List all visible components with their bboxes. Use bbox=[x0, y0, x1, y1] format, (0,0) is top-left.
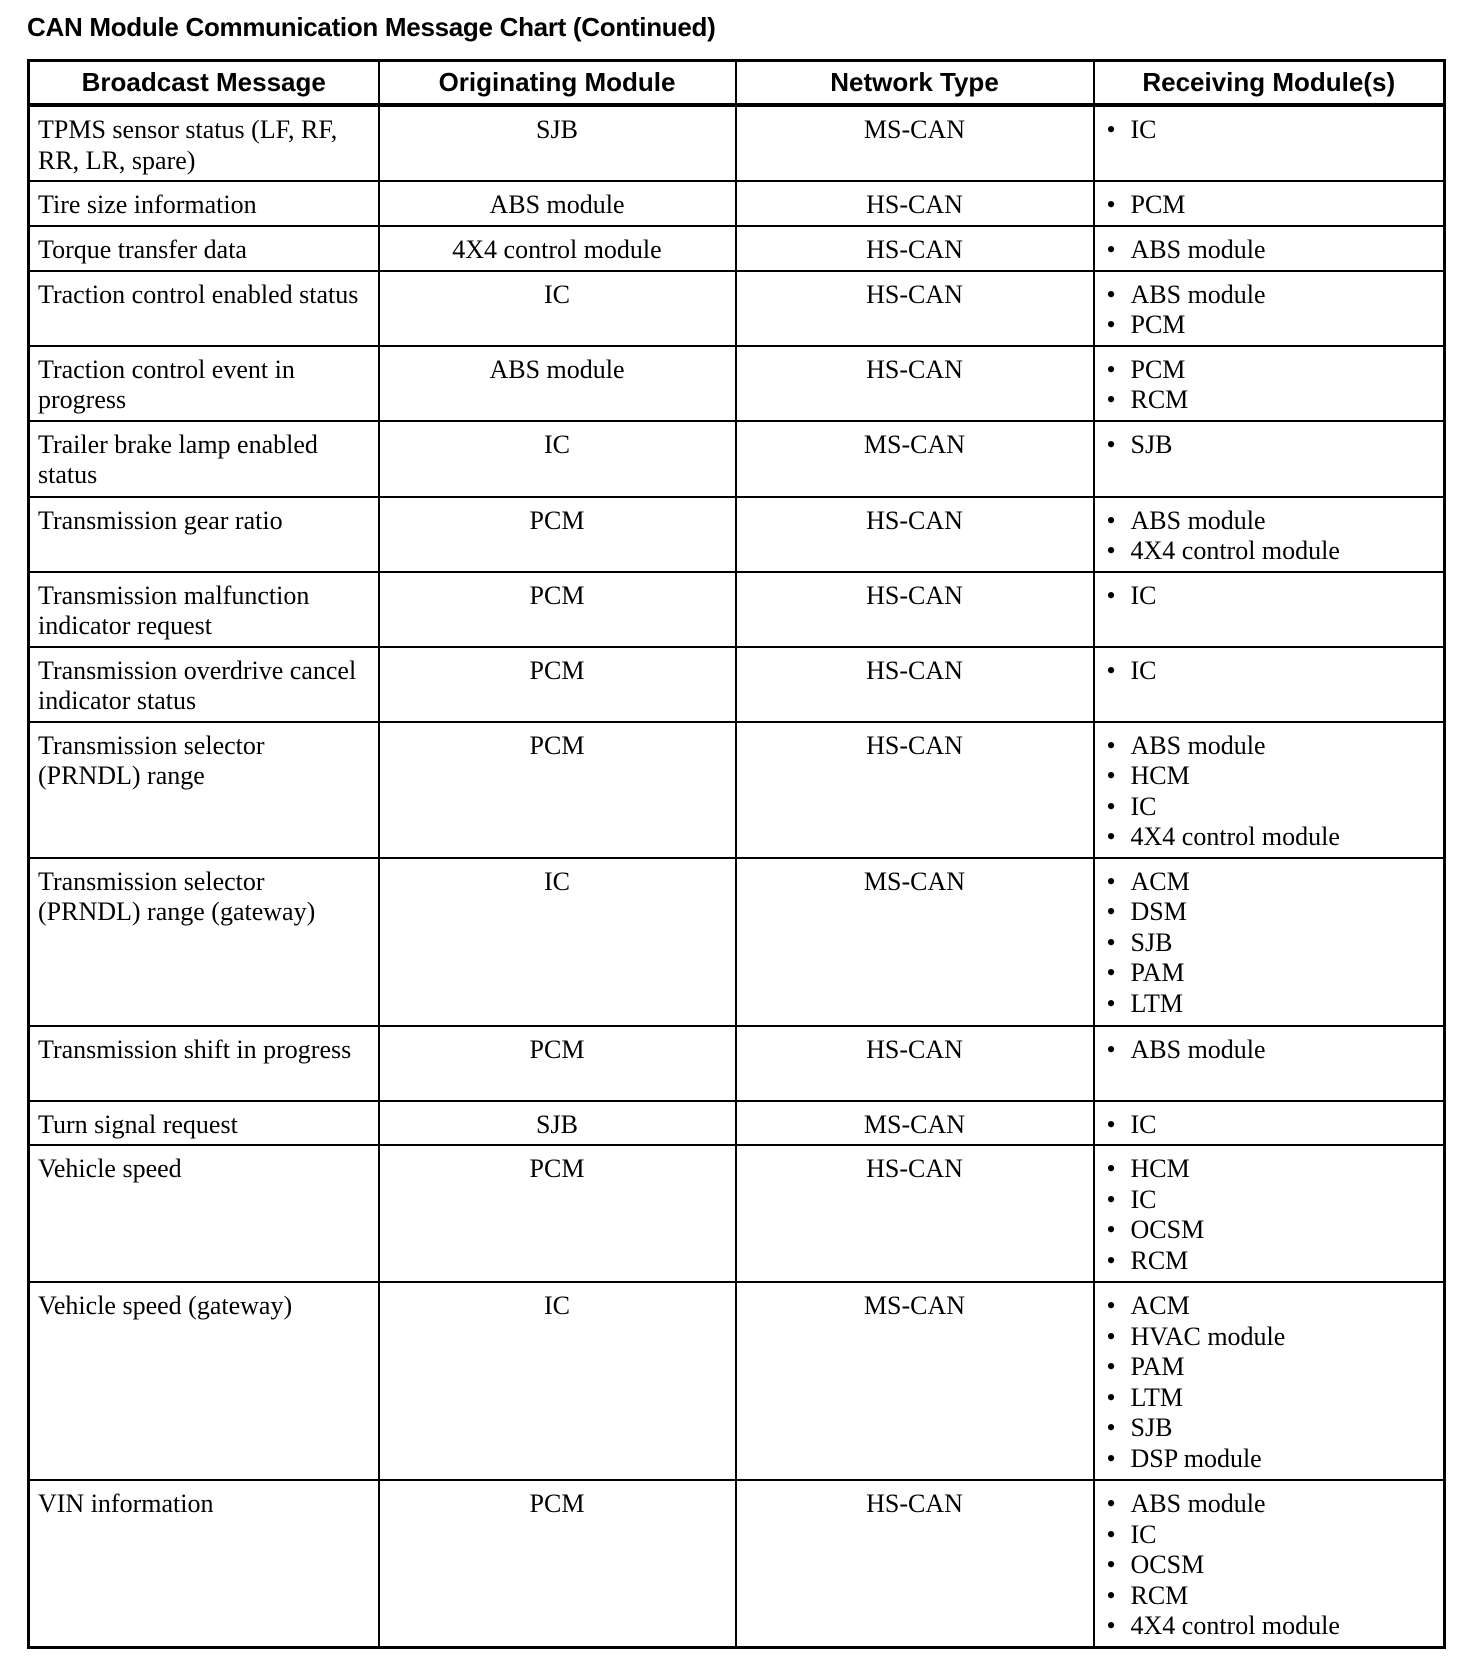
originating-module-cell: PCM bbox=[379, 1480, 736, 1647]
table-row bbox=[29, 497, 1445, 572]
header-broadcast-message: Broadcast Message bbox=[29, 61, 379, 106]
receiving-modules-cell bbox=[1094, 858, 1445, 1026]
receiving-module-item bbox=[1103, 792, 1436, 823]
receiving-module-label: PCM bbox=[1130, 190, 1186, 219]
network-type-cell: HS-CAN bbox=[736, 497, 1094, 572]
originating-module-cell: PCM bbox=[379, 1026, 736, 1101]
receiving-modules-list bbox=[1103, 430, 1436, 461]
network-type-cell: HS-CAN bbox=[736, 572, 1094, 647]
broadcast-message-cell: Trailer brake lamp enabled status bbox=[29, 421, 379, 497]
receiving-module-item bbox=[1103, 656, 1436, 687]
receiving-module-label: SJB bbox=[1130, 429, 1173, 459]
receiving-module-item bbox=[1103, 115, 1436, 146]
receiving-modules-list bbox=[1103, 1489, 1436, 1642]
receiving-modules-list bbox=[1103, 1035, 1436, 1066]
table-row bbox=[29, 1282, 1445, 1480]
receiving-module-item bbox=[1103, 1413, 1436, 1444]
originating-module-cell: ABS module bbox=[379, 181, 736, 226]
receiving-module-label: RCM bbox=[1130, 1580, 1189, 1610]
originating-module-cell: PCM bbox=[379, 497, 736, 572]
receiving-modules-list bbox=[1103, 1291, 1436, 1474]
receiving-module-item bbox=[1103, 1110, 1436, 1141]
broadcast-message-cell: Turn signal request bbox=[29, 1101, 379, 1146]
receiving-module-item bbox=[1103, 1035, 1436, 1066]
receiving-modules-cell bbox=[1094, 1145, 1445, 1282]
network-type-cell: HS-CAN bbox=[736, 1480, 1094, 1647]
receiving-modules-cell bbox=[1094, 1282, 1445, 1480]
receiving-module-item bbox=[1103, 1550, 1436, 1581]
receiving-module-label: IC bbox=[1130, 1519, 1157, 1549]
table-row bbox=[29, 181, 1445, 226]
receiving-modules-cell bbox=[1094, 1480, 1445, 1647]
receiving-module-label: IC bbox=[1130, 115, 1157, 144]
originating-module-cell: 4X4 control module bbox=[379, 226, 736, 271]
receiving-modules-list bbox=[1103, 731, 1436, 853]
originating-module-cell: SJB bbox=[379, 105, 736, 181]
table-row bbox=[29, 421, 1445, 497]
page-title: CAN Module Communication Message Chart (Continued) bbox=[27, 12, 716, 42]
broadcast-message-cell: Torque transfer data bbox=[29, 226, 379, 271]
receiving-module-item bbox=[1103, 1611, 1436, 1642]
network-type-cell: MS-CAN bbox=[736, 858, 1094, 1026]
receiving-module-label: ABS module bbox=[1130, 279, 1266, 309]
receiving-module-item bbox=[1103, 958, 1436, 989]
receiving-module-label: ACM bbox=[1130, 866, 1190, 896]
broadcast-message-cell: TPMS sensor status (LF, RF, RR, LR, spare) bbox=[29, 105, 379, 181]
receiving-module-item bbox=[1103, 761, 1436, 792]
broadcast-message-cell: Vehicle speed (gateway) bbox=[29, 1282, 379, 1480]
receiving-modules-list bbox=[1103, 581, 1436, 612]
network-type-cell: HS-CAN bbox=[736, 647, 1094, 722]
originating-module-cell: IC bbox=[379, 421, 736, 497]
broadcast-message-cell: Traction control enabled status bbox=[29, 271, 379, 346]
table-row bbox=[29, 346, 1445, 421]
receiving-module-label: ACM bbox=[1130, 1291, 1190, 1320]
receiving-module-item bbox=[1103, 1489, 1436, 1520]
network-type-cell: HS-CAN bbox=[736, 1145, 1094, 1282]
receiving-modules-cell bbox=[1094, 226, 1445, 271]
receiving-module-item bbox=[1103, 1444, 1436, 1475]
header-originating-module: Originating Module bbox=[379, 61, 736, 106]
header-network-type: Network Type bbox=[736, 61, 1094, 106]
receiving-module-label: IC bbox=[1130, 1184, 1157, 1214]
receiving-module-label: LTM bbox=[1130, 1382, 1183, 1412]
network-type-cell: HS-CAN bbox=[736, 226, 1094, 271]
receiving-module-label: IC bbox=[1130, 580, 1157, 610]
receiving-modules-list bbox=[1103, 1154, 1436, 1276]
receiving-modules-list bbox=[1103, 867, 1436, 1020]
receiving-module-label: SJB bbox=[1130, 1413, 1173, 1442]
network-type-cell: HS-CAN bbox=[736, 181, 1094, 226]
receiving-modules-cell bbox=[1094, 722, 1445, 858]
receiving-module-label: PAM bbox=[1130, 1352, 1185, 1381]
table-row bbox=[29, 722, 1445, 858]
network-type-cell: MS-CAN bbox=[736, 1101, 1094, 1146]
receiving-module-label: ABS module bbox=[1130, 1034, 1266, 1064]
broadcast-message-cell: Traction control event in progress bbox=[29, 346, 379, 421]
receiving-module-label: RCM bbox=[1130, 1245, 1189, 1275]
receiving-module-label: HCM bbox=[1130, 761, 1190, 790]
receiving-module-item bbox=[1103, 1520, 1436, 1551]
broadcast-message-cell: Transmission shift in progress bbox=[29, 1026, 379, 1101]
receiving-modules-list bbox=[1103, 190, 1436, 221]
receiving-modules-cell bbox=[1094, 421, 1445, 497]
receiving-module-item bbox=[1103, 1154, 1436, 1185]
receiving-module-item bbox=[1103, 1246, 1436, 1277]
originating-module-cell: IC bbox=[379, 1282, 736, 1480]
receiving-module-label: 4X4 control module bbox=[1130, 822, 1340, 851]
receiving-module-label: IC bbox=[1130, 1109, 1157, 1139]
receiving-module-item bbox=[1103, 385, 1436, 416]
receiving-module-item bbox=[1103, 867, 1436, 898]
receiving-module-item bbox=[1103, 536, 1436, 567]
table-row bbox=[29, 647, 1445, 722]
receiving-module-item bbox=[1103, 928, 1436, 959]
receiving-module-label: PCM bbox=[1130, 354, 1186, 384]
receiving-module-item bbox=[1103, 822, 1436, 853]
receiving-module-item bbox=[1103, 1291, 1436, 1322]
network-type-cell: HS-CAN bbox=[736, 722, 1094, 858]
receiving-modules-list bbox=[1103, 115, 1436, 146]
receiving-module-label: IC bbox=[1130, 655, 1157, 685]
receiving-module-item bbox=[1103, 731, 1436, 762]
receiving-module-item bbox=[1103, 1383, 1436, 1414]
receiving-module-label: ABS module bbox=[1130, 234, 1266, 264]
broadcast-message-cell: Transmission selector (PRNDL) range (gateway) bbox=[29, 858, 379, 1026]
receiving-modules-cell bbox=[1094, 346, 1445, 421]
network-type-cell: HS-CAN bbox=[736, 271, 1094, 346]
broadcast-message-cell: Transmission overdrive cancel indicator status bbox=[29, 647, 379, 722]
table-row bbox=[29, 1480, 1445, 1647]
originating-module-cell: SJB bbox=[379, 1101, 736, 1146]
receiving-modules-cell bbox=[1094, 572, 1445, 647]
receiving-module-label: HVAC module bbox=[1130, 1321, 1286, 1351]
table-row bbox=[29, 858, 1445, 1026]
can-message-table bbox=[27, 59, 1446, 1649]
originating-module-cell: IC bbox=[379, 271, 736, 346]
originating-module-cell: PCM bbox=[379, 722, 736, 858]
receiving-module-item bbox=[1103, 1581, 1436, 1612]
receiving-module-item bbox=[1103, 1185, 1436, 1216]
receiving-module-label: 4X4 control module bbox=[1130, 1611, 1340, 1640]
receiving-modules-cell bbox=[1094, 1026, 1445, 1101]
network-type-cell: MS-CAN bbox=[736, 421, 1094, 497]
receiving-module-item bbox=[1103, 1352, 1436, 1383]
receiving-modules-cell bbox=[1094, 271, 1445, 346]
table-header-row bbox=[29, 61, 1445, 106]
receiving-modules-list bbox=[1103, 280, 1436, 341]
table-row bbox=[29, 105, 1445, 181]
receiving-module-item bbox=[1103, 280, 1436, 311]
receiving-module-item bbox=[1103, 1215, 1436, 1246]
receiving-modules-cell bbox=[1094, 181, 1445, 226]
receiving-module-item bbox=[1103, 355, 1436, 386]
receiving-module-label: LTM bbox=[1130, 988, 1183, 1018]
broadcast-message-cell: Transmission malfunction indicator request bbox=[29, 572, 379, 647]
receiving-modules-list bbox=[1103, 506, 1436, 567]
table-row bbox=[29, 1026, 1445, 1101]
receiving-module-item bbox=[1103, 430, 1436, 461]
receiving-module-label: OCSM bbox=[1130, 1215, 1205, 1244]
receiving-modules-list bbox=[1103, 656, 1436, 687]
receiving-module-item bbox=[1103, 581, 1436, 612]
receiving-modules-cell bbox=[1094, 497, 1445, 572]
receiving-module-label: SJB bbox=[1130, 927, 1173, 957]
receiving-modules-cell bbox=[1094, 1101, 1445, 1146]
table-row bbox=[29, 1101, 1445, 1146]
broadcast-message-cell: Transmission gear ratio bbox=[29, 497, 379, 572]
receiving-module-label: 4X4 control module bbox=[1130, 536, 1340, 565]
receiving-module-item bbox=[1103, 190, 1436, 221]
table-row bbox=[29, 1145, 1445, 1282]
network-type-cell: MS-CAN bbox=[736, 1282, 1094, 1480]
broadcast-message-cell: Transmission selector (PRNDL) range bbox=[29, 722, 379, 858]
receiving-module-item bbox=[1103, 989, 1436, 1020]
table-row bbox=[29, 572, 1445, 647]
network-type-cell: MS-CAN bbox=[736, 105, 1094, 181]
receiving-module-label: ABS module bbox=[1130, 1489, 1266, 1518]
receiving-module-label: ABS module bbox=[1130, 730, 1266, 760]
receiving-module-item bbox=[1103, 310, 1436, 341]
receiving-module-label: ABS module bbox=[1130, 505, 1266, 535]
receiving-modules-list bbox=[1103, 1110, 1436, 1141]
receiving-module-label: DSP module bbox=[1130, 1443, 1262, 1473]
receiving-module-label: IC bbox=[1130, 791, 1157, 821]
receiving-module-label: PAM bbox=[1130, 958, 1185, 987]
receiving-module-label: OCSM bbox=[1130, 1550, 1205, 1579]
receiving-module-item bbox=[1103, 1322, 1436, 1353]
table-row bbox=[29, 226, 1445, 271]
receiving-module-item bbox=[1103, 897, 1436, 928]
originating-module-cell: PCM bbox=[379, 1145, 736, 1282]
network-type-cell: HS-CAN bbox=[736, 346, 1094, 421]
receiving-module-label: DSM bbox=[1130, 897, 1187, 926]
receiving-modules-cell bbox=[1094, 647, 1445, 722]
broadcast-message-cell: VIN information bbox=[29, 1480, 379, 1647]
originating-module-cell: PCM bbox=[379, 647, 736, 722]
receiving-modules-cell bbox=[1094, 105, 1445, 181]
broadcast-message-cell: Tire size information bbox=[29, 181, 379, 226]
receiving-modules-list bbox=[1103, 355, 1436, 416]
receiving-module-label: PCM bbox=[1130, 310, 1186, 339]
receiving-module-item bbox=[1103, 235, 1436, 266]
receiving-modules-list bbox=[1103, 235, 1436, 266]
originating-module-cell: IC bbox=[379, 858, 736, 1026]
network-type-cell: HS-CAN bbox=[736, 1026, 1094, 1101]
table-row bbox=[29, 271, 1445, 346]
receiving-module-label: RCM bbox=[1130, 385, 1189, 414]
originating-module-cell: ABS module bbox=[379, 346, 736, 421]
header-receiving-modules: Receiving Module(s) bbox=[1094, 61, 1445, 106]
originating-module-cell: PCM bbox=[379, 572, 736, 647]
receiving-module-label: HCM bbox=[1130, 1154, 1190, 1183]
broadcast-message-cell: Vehicle speed bbox=[29, 1145, 379, 1282]
receiving-module-item bbox=[1103, 506, 1436, 537]
